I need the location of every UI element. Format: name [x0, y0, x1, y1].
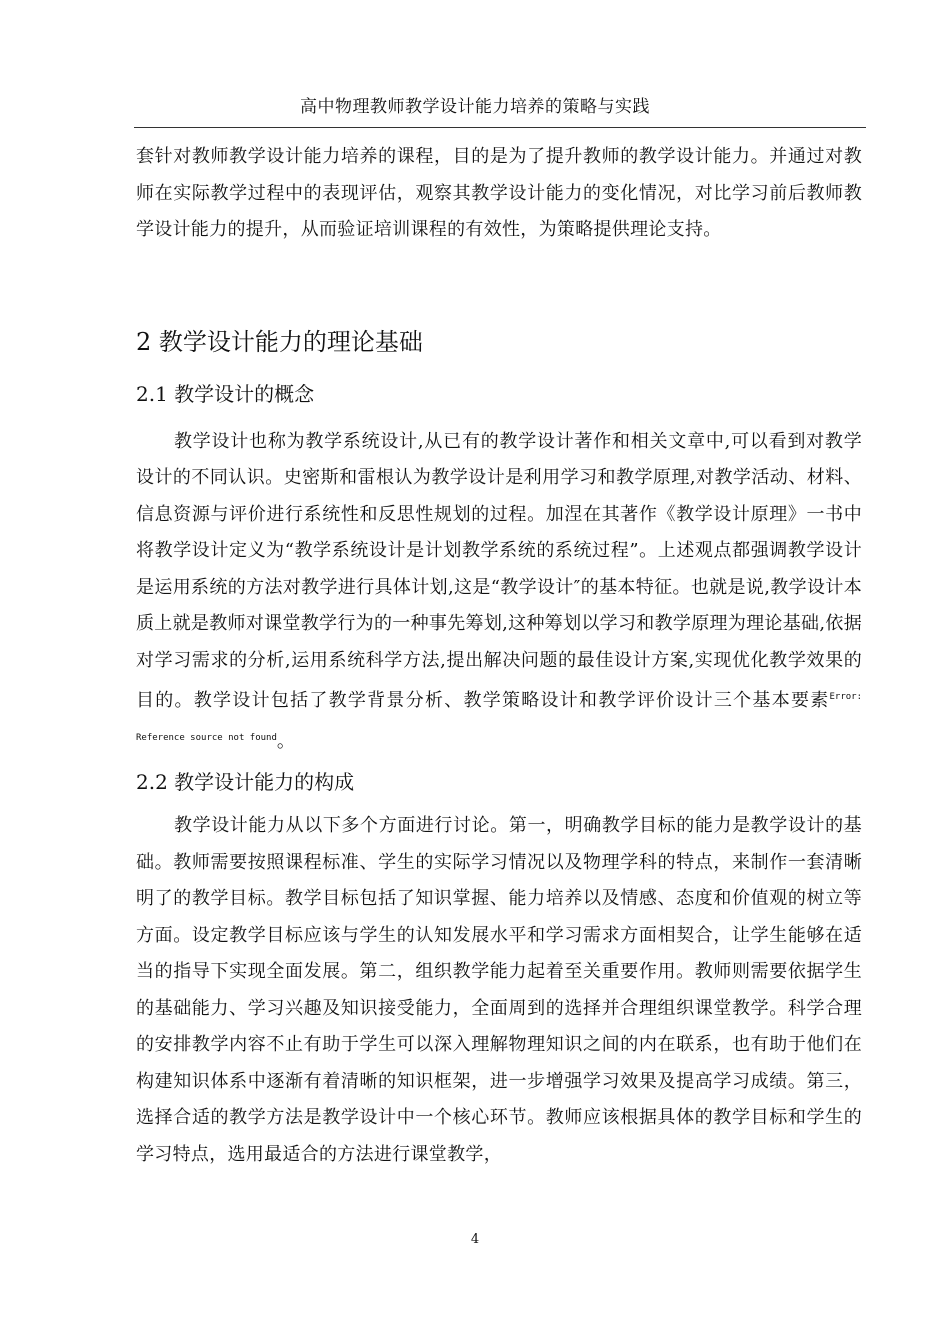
section-2-1-heading: 2.1 教学设计的概念	[136, 381, 315, 406]
section-2-1-paragraph	[136, 424, 862, 761]
section-2-heading: 2 教学设计能力的理论基础	[136, 327, 423, 356]
section-2-2-heading: 2.2 教学设计能力的构成	[136, 770, 355, 794]
section-2-1-text: 教学设计也称为教学系统设计,从已有的教学设计著作和相关文章中,可以看到对教学设计的不同认识。史密斯和雷根认为教学设计是利用学习和教学原理,对教学活动、材料、信息资源与评价进行系统性和反思性规划的过程。加涅在其著作《教学设计原理》一书中将教学设计定义为“教学系统设计是计划教学系统的系统过程”。上述观点都强调教学设计是运用系统的方法对教学进行具体计划,这是“教学设计″的基本特征。也就是说,教学设计本质上就是教师对课堂教学行为的一种事先筹划,这种筹划以学习和教学原理为理论基础,依据对学习需求的分析,运用系统科学方法,提出解决问题的最佳设计方案,实现优化教学效果的目的。教学设计包括了教学背景分析、教学策略设计和教学评价设计三个基本要素	[136, 430, 862, 711]
section-2-1-tail: 。	[276, 730, 296, 752]
document-body	[136, 139, 862, 1173]
section-2-2-paragraph: 教学设计能力从以下多个方面进行讨论。第一，明确教学目标的能力是教学设计的基础。教师需要按照课程标准、学生的实际学习情况以及物理学科的特点，来制作一套清晰明了的教学目标。教学目标包括了知识掌握、能力培养以及情感、态度和价值观的树立等方面。设定教学目标应该与学生的认知发展水平和学习需求方面相契合，让学生能够在适当的指导下实现全面发展。第二，组织教学能力起着至关重要作用。教师则需要依据学生的基础能力、学习兴趣及知识接受能力，全面周到的选择并合理组织课堂教学。科学合理的安排教学内容不止有助于学生可以深入理解物理知识之间的内在联系，也有助于他们在构建知识体系中逐渐有着清晰的知识框架，进一步增强学习效果及提高学习成绩。第三，选择合适的教学方法是教学设计中一个核心环节。教师应该根据具体的教学目标和学生的学习特点，选用最适合的方法进行课堂教学，	[136, 815, 862, 1165]
page-header-title: 高中物理教师教学设计能力培养的策略与实践	[300, 97, 650, 117]
page-number: 4	[470, 1232, 480, 1247]
reference-error: Error: Reference source not found	[136, 692, 862, 743]
intro-paragraph: 套针对教师教学设计能力培养的课程，目的是为了提升教师的教学设计能力。并通过对教师在实际教学过程中的表现评估，观察其教学设计能力的变化情况，对比学习前后教师教学设计能力的提升，从而验证培训课程的有效性，为策略提供理论支持。	[136, 146, 862, 240]
header-divider	[134, 127, 866, 128]
